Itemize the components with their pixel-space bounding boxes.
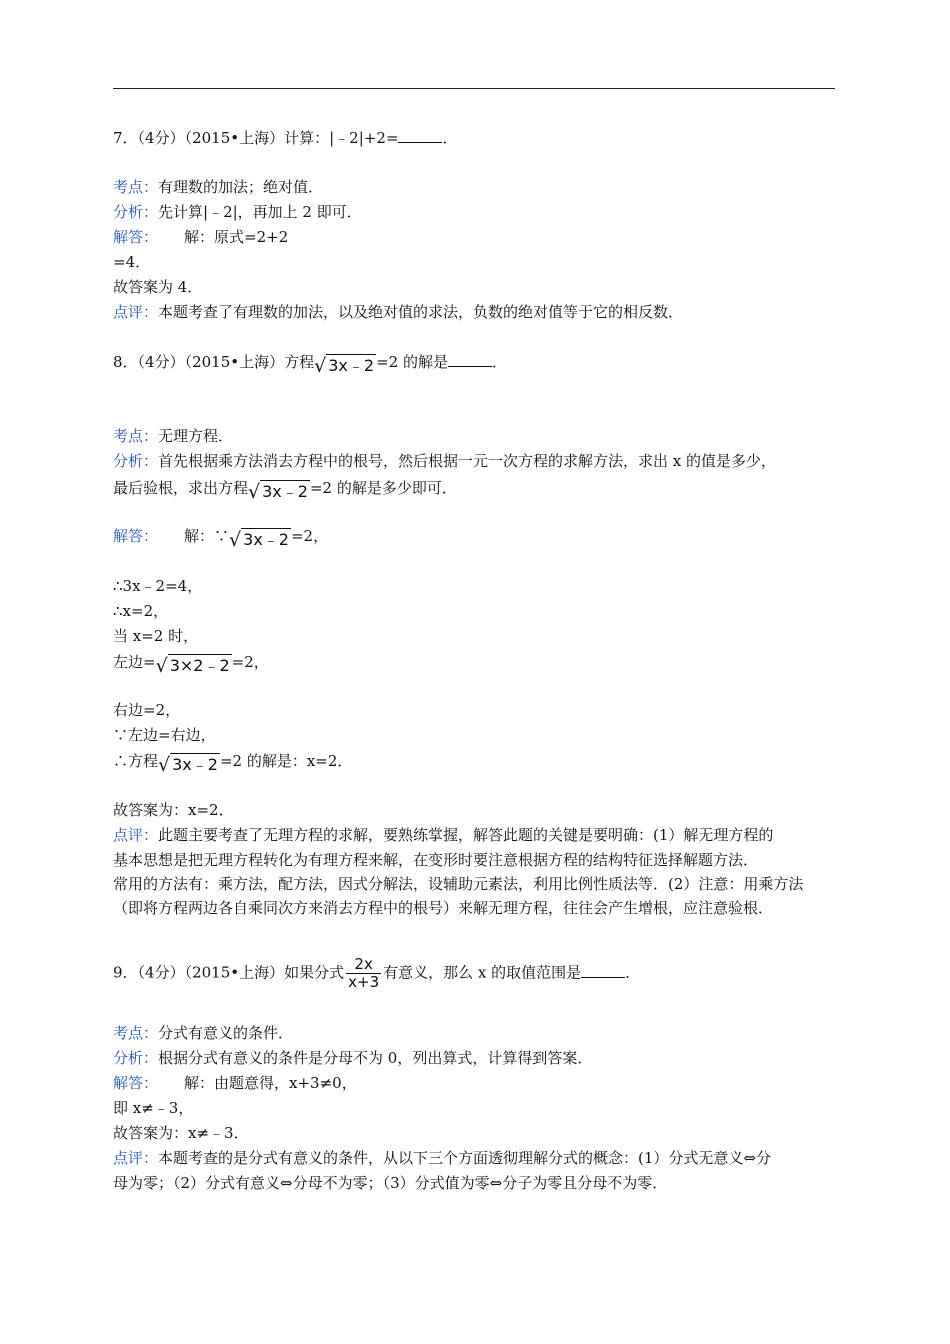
q9-kaodian: 考点：分式有意义的条件． bbox=[113, 1024, 294, 1042]
q9-step: 即 x≠﹣3， bbox=[113, 1099, 194, 1117]
q8-fenxi-cont: 最后验根，求出方程 √ 3x﹣2 =2 的解是多少即可． bbox=[113, 479, 457, 503]
q9-dianping-cont: 母为零；（2）分式有意义⇔分母不为零；（3）分式值为零⇔分子为零且分母不为零． bbox=[113, 1174, 668, 1192]
q8-step: ∴3x﹣2=4， bbox=[113, 577, 203, 595]
q8-answer: 故答案为：x=2． bbox=[113, 801, 234, 819]
fenxi-label: 分析： bbox=[113, 203, 159, 221]
q8-step: ∵左边=右边， bbox=[113, 726, 216, 744]
dianping-label: 点评： bbox=[113, 1149, 159, 1167]
q7-answer: 故答案为 4． bbox=[113, 278, 203, 296]
q7-dianping: 点评：本题考查了有理数的加法，以及绝对值的求法，负数的绝对值等于它的相反数． bbox=[113, 303, 684, 321]
jieda-label: 解答： bbox=[113, 1074, 159, 1092]
kaodian-label: 考点： bbox=[113, 1024, 159, 1042]
q9-title: 9．（4分）（2015•上海）如果分式 $\frac{2x}{x+3}$ 有意义，那么 x 的取值范围是 ． bbox=[113, 955, 641, 991]
q8-step: ∴方程 √ 3x﹣2 =2 的解是：x=2． bbox=[113, 752, 353, 776]
q8-dianping-cont: （即将方程两边各自乘同次方来消去方程中的根号）来解无理方程，往往会产生增根，应注意验根． bbox=[113, 899, 774, 917]
q7-kaodian: 考点：有理数的加法；绝对值． bbox=[113, 178, 324, 196]
q9-jieda: 解答： 解：由题意得，x+3≠0， bbox=[113, 1074, 357, 1092]
dianping-label: 点评： bbox=[113, 826, 159, 844]
sqrt-expression: √ 3×2﹣2 bbox=[155, 655, 230, 677]
sqrt-expression: √ 3x﹣2 bbox=[158, 754, 218, 776]
jieda-label: 解答： bbox=[113, 527, 159, 545]
q8-step: 左边= √ 3×2﹣2 =2， bbox=[113, 653, 269, 677]
dianping-label: 点评： bbox=[113, 303, 159, 321]
fenxi-label: 分析： bbox=[113, 452, 159, 470]
q7-jieda: 解答： 解：原式=2+2 bbox=[113, 228, 289, 246]
q8-step: ∴x=2， bbox=[113, 602, 169, 620]
answer-blank bbox=[398, 142, 442, 143]
sqrt-expression: √ 3x﹣2 bbox=[248, 481, 308, 503]
q8-kaodian: 考点：无理方程． bbox=[113, 427, 234, 445]
q8-dianping-cont: 基本思想是把无理方程转化为有理方程来解，在变形时要注意根据方程的结构特征选择解题方法． bbox=[113, 851, 759, 869]
sqrt-expression: √ 3x﹣2 bbox=[229, 529, 289, 551]
q7-fenxi: 分析：先计算|﹣2|，再加上 2 即可． bbox=[113, 203, 362, 221]
q8-dianping: 点评：此题主要考查了无理方程的求解，要熟练掌握，解答此题的关键是要明确：(1）解无理方程的 bbox=[113, 826, 774, 844]
q7-step: =4． bbox=[113, 253, 151, 271]
answer-blank bbox=[581, 977, 625, 978]
header-rule bbox=[113, 88, 835, 89]
kaodian-label: 考点： bbox=[113, 427, 159, 445]
jieda-label: 解答： bbox=[113, 228, 159, 246]
answer-blank bbox=[448, 366, 492, 367]
q8-step: 当 x=2 时， bbox=[113, 627, 199, 645]
q9-fenxi: 分析：根据分式有意义的条件是分母不为 0，列出算式，计算得到答案． bbox=[113, 1049, 593, 1067]
q8-jieda: 解答： 解：∵ √ 3x﹣2 =2， bbox=[113, 527, 329, 551]
fenxi-label: 分析： bbox=[113, 1049, 159, 1067]
q9-answer: 故答案为：x≠﹣3． bbox=[113, 1124, 249, 1142]
sqrt-expression: √ 3x﹣2 bbox=[314, 355, 375, 377]
kaodian-label: 考点： bbox=[113, 178, 159, 196]
q8-fenxi: 分析：首先根据乘方法消去方程中的根号，然后根据一元一次方程的求解方法，求出 x 的值是多少， bbox=[113, 452, 777, 470]
fraction-expression: $\frac{2x}{x+3}$ bbox=[348, 955, 380, 991]
q8-dianping-cont: 常用的方法有：乘方法，配方法，因式分解法，设辅助元素法，利用比例性质法等．(2）注意：用乘方法 bbox=[113, 875, 804, 893]
q7-title: 7．（4分）（2015•上海）计算：|﹣2|+2= ． bbox=[113, 129, 458, 147]
q9-dianping: 点评：本题考查的是分式有意义的条件，从以下三个方面透彻理解分式的概念：(1）分式无意义⇔分 bbox=[113, 1149, 771, 1167]
q8-title: 8．（4分）（2015•上海）方程 √ 3x﹣2 =2 的解是 ． bbox=[113, 353, 507, 377]
q8-step: 右边=2， bbox=[113, 701, 181, 719]
